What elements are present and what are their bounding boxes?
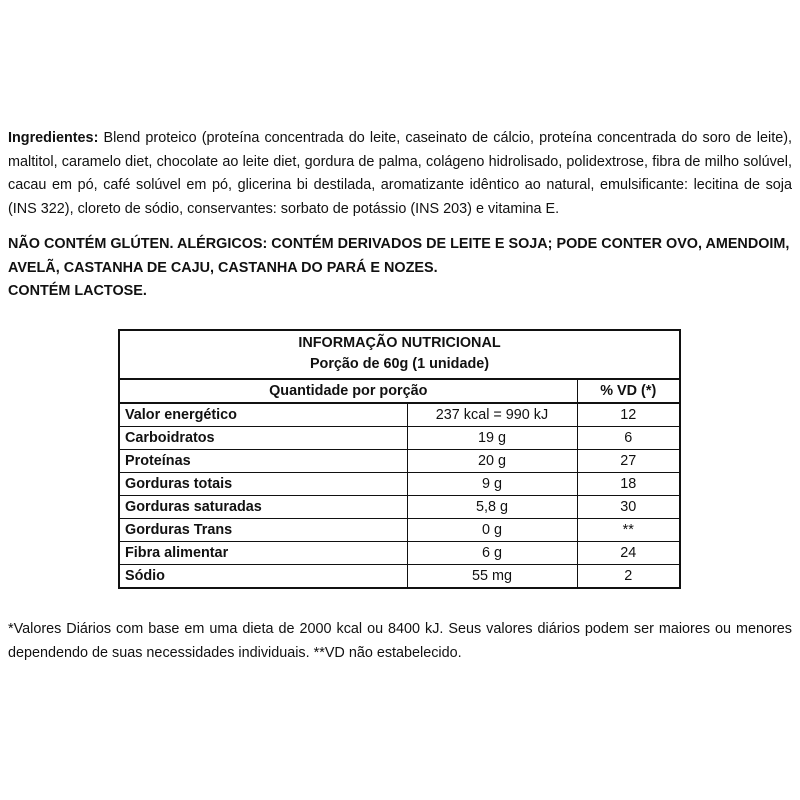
table-row [120,495,679,518]
column-header-row [120,380,679,403]
nutrient-name: Carboidratos [120,426,407,449]
nutrient-vd: 24 [577,541,679,564]
nutrition-facts-table [118,329,681,589]
table-row [120,472,679,495]
ingredients-paragraph [8,127,792,221]
portion-size: Porção de 60g (1 unidade) [309,356,490,372]
nutrient-amount: 20 g [407,449,577,472]
nutrient-name: Gorduras Trans [120,518,407,541]
table-row [120,518,679,541]
nutrient-amount: 9 g [407,472,577,495]
ingredients-label: Ingredientes: [8,130,99,146]
nutrient-amount: 55 mg [407,564,577,587]
nutrient-vd: 27 [577,449,679,472]
nutrition-header [120,331,679,380]
nutrient-name: Gorduras totais [120,472,407,495]
ingredients-text: Blend proteico (proteína concentrada do leite, caseinato de cálcio, proteína concentrada do soro de leite), maltitol, caramelo diet, chocolate ao leite diet, gordura de palma, colágeno hidrolisado, polidextrose, fibra de milho solúvel, cacau em pó, café solúvel em pó, glicerina bi destilada, aromatizante idêntico ao natural, emulsificante: lecitina de soja (INS 322), cloreto de sódio, conservantes: sorbato de potássio (INS 203) e vitamina E. [8,130,792,217]
lactose-line: CONTÉM LACTOSE. [8,283,147,299]
nutrient-name: Valor energético [120,403,407,426]
nutrient-name: Proteínas [120,449,407,472]
nutrient-vd: ** [577,518,679,541]
table-row [120,403,679,426]
nutrient-vd: 18 [577,472,679,495]
allergen-warning [8,233,792,304]
nutrient-amount: 5,8 g [407,495,577,518]
nutrient-name: Gorduras saturadas [120,495,407,518]
nutrient-amount: 6 g [407,541,577,564]
nutrient-vd: 2 [577,564,679,587]
table-row [120,564,679,587]
column-vd-header: % VD (*) [577,380,679,403]
table-row [120,426,679,449]
nutrient-amount: 237 kcal = 990 kJ [407,403,577,426]
nutrient-amount: 19 g [407,426,577,449]
table-row [120,541,679,564]
nutrient-name: Fibra alimentar [120,541,407,564]
nutrition-grid [120,380,679,587]
nutrient-amount: 0 g [407,518,577,541]
nutrition-title: INFORMAÇÃO NUTRICIONAL [298,335,501,351]
column-quantity-header: Quantidade por porção [120,380,577,403]
nutrient-vd: 6 [577,426,679,449]
nutrient-vd: 12 [577,403,679,426]
allergen-line: NÃO CONTÉM GLÚTEN. ALÉRGICOS: CONTÉM DERIVADOS DE LEITE E SOJA; PODE CONTER OVO, AMENDOIM, AVELÃ, CASTANHA DE CAJU, CASTANHA DO PARÁ E NOZES. [8,236,790,276]
table-row [120,449,679,472]
nutrient-name: Sódio [125,567,165,584]
daily-values-footnote: *Valores Diários com base em uma dieta de 2000 kcal ou 8400 kJ. Seus valores diários podem ser maiores ou menores dependendo de suas necessidades individuais. **VD não estabelecido. [8,621,792,661]
nutrient-vd: 30 [577,495,679,518]
